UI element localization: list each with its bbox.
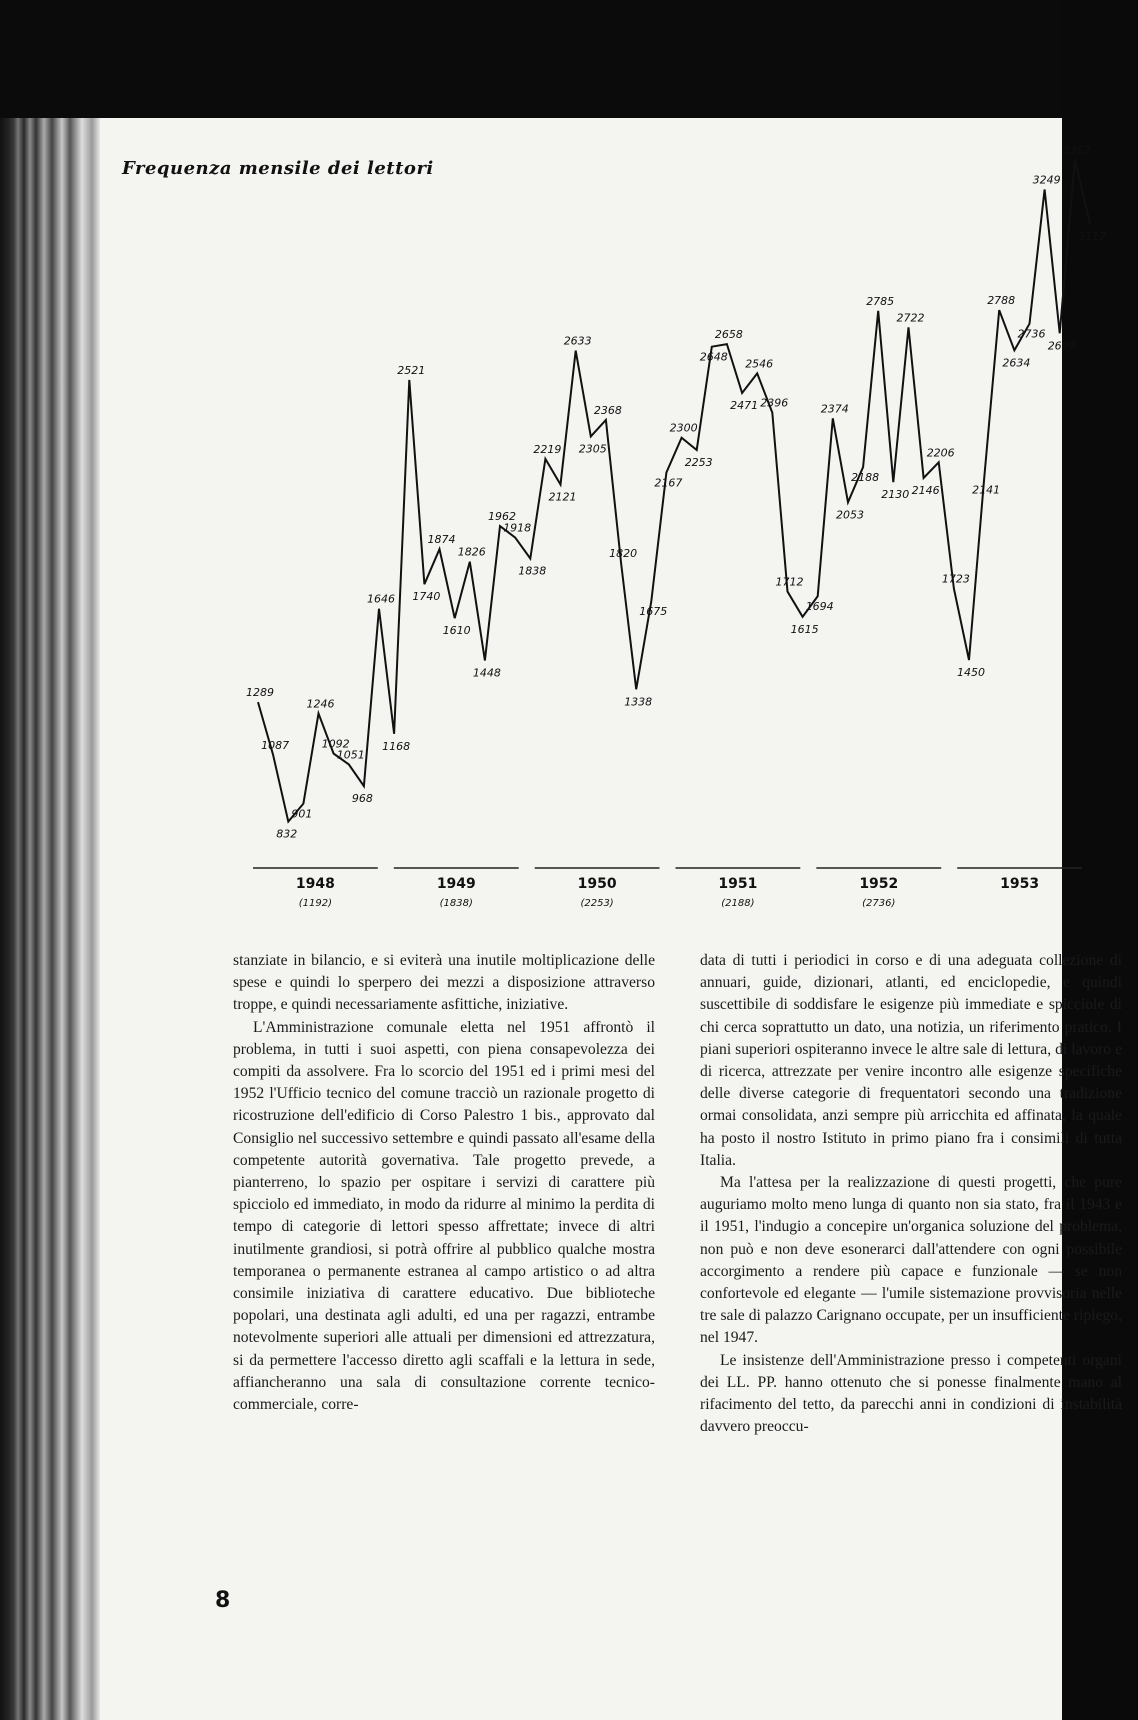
point-label: 2206 <box>926 446 955 460</box>
year-label: 1948 <box>295 876 335 892</box>
point-label: 2634 <box>1002 356 1031 370</box>
point-label: 2188 <box>851 471 880 484</box>
point-label: 2305 <box>578 442 607 456</box>
point-label: 1918 <box>503 521 532 535</box>
left-paragraph-2: L'Amministrazione comunale eletta nel 1951 affrontò il problema, in tutti i suoi aspetti, con piena consapevolezza dei compiti da assolvere. Fra lo scorcio del 1951 ed i primi mesi del 1952 l'Ufficio tecnico del comune tracciò un razionale progetto di ricostruzione dell'edificio di Corso Palestro 1 bis., approvato dal Consiglio nel successivo settembre e quindi passato all'esame della competente autorità governativa. Tale progetto prevede, a pianterreno, lo spazio per ospitare i servizi di carattere più spicciolo ed immediato, in modo da ridurre al minimo la perdita di tempo di categorie di lettori spesso affrettate; invece di altri inutilmente grandiosi, si potrà offrire al pubblico qualche mostra temporanea o permanente estranea al campo artistico o ad altra consimile iniziativa di carattere educativo. Due biblioteche popolari, una destinata agli adulti, ed una per ragazzi, entrambe notevolmente superiori alle attuali per dimensioni ed attrezzatura, si da permettere l'accesso diretto agli scaffali e la lettura in sede, affiancheranno una sala di consultazione corrente tecnico-commerciale, corre- <box>233 1018 655 1414</box>
point-label: 1712 <box>775 575 804 589</box>
point-label: 2374 <box>820 402 849 416</box>
point-label: 1615 <box>790 622 819 636</box>
year-average-label: (2188) <box>721 898 755 909</box>
point-label: 968 <box>351 792 373 806</box>
point-label: 1820 <box>609 547 638 561</box>
point-label: 2788 <box>987 294 1016 308</box>
page-number: 8 <box>215 1588 231 1613</box>
point-label: 1450 <box>957 666 985 679</box>
year-label: 1950 <box>577 876 617 892</box>
text-column-right <box>700 950 1122 1438</box>
text-column-left <box>233 950 655 1416</box>
right-paragraph-3: Le insistenze dell'Amministrazione presso i competenti organi dei LL. PP. hanno ottenuto che si ponesse finalmente mano al rifacimento del tetto, da parecchi anni in condizioni di instabilità davvero preoccu- <box>700 1351 1122 1436</box>
point-label: 1874 <box>427 533 456 547</box>
left-paragraph-1: stanziate in bilancio, e si eviterà una inutile moltiplicazione delle spese e quindi lo sperpero dei mezzi a disposizione attraverso troppe, e quindi necessariamente asfittiche, iniziative. <box>233 952 655 1014</box>
point-label: 2785 <box>866 294 895 308</box>
point-label: 1168 <box>382 739 411 753</box>
point-label: 2658 <box>714 328 743 342</box>
point-label: 2253 <box>684 456 713 469</box>
point-label: 2141 <box>972 483 1001 497</box>
point-label: 1246 <box>306 697 335 711</box>
point-label: 1826 <box>457 545 486 559</box>
year-label: 1949 <box>436 876 476 892</box>
right-paragraph-1: data di tutti i periodici in corso e di una adeguata collezione di annuari, guide, dizionari, atlanti, ed enciclopedie, e quindi suscettibile di soddisfare le esigenze più immediate e spicciole di chi cerca soprattutto un dato, una notizia, un riferimento pratico. I piani superiori ospiteranno invece le altre sale di lettura, di lavoro e di ricerca, attrezzate per venire incontro alle esigenze specifiche delle diverse categorie di frequentatori secondo una tradizione ormai consolidata, anzi sempre più arricchita ed affinata, la quale ha posto il nostro Istituto in primo piano fra i consimili di tutta Italia. <box>700 952 1122 1169</box>
year-average-label: (1192) <box>298 898 333 909</box>
series-line <box>258 160 1090 822</box>
point-label: 2053 <box>836 508 864 522</box>
point-label: 2648 <box>699 350 728 364</box>
point-label: 3362 <box>1062 143 1091 157</box>
year-label: 1952 <box>859 876 899 892</box>
point-label: 2396 <box>760 396 789 410</box>
point-label: 2368 <box>593 403 622 417</box>
point-label: 1448 <box>472 666 501 680</box>
point-label: 1740 <box>412 590 441 604</box>
year-label: 1953 <box>1000 876 1040 892</box>
point-label: 1051 <box>336 748 365 762</box>
year-label: 1951 <box>718 876 758 892</box>
point-label: 1646 <box>367 592 395 606</box>
year-average-label: (1838) <box>439 898 473 909</box>
point-label: 1675 <box>639 605 668 619</box>
point-label: 2146 <box>911 484 940 497</box>
point-label: 1838 <box>518 564 547 578</box>
point-label: 2121 <box>548 490 577 504</box>
point-label: 3249 <box>1032 173 1061 187</box>
point-label: 1338 <box>624 695 653 709</box>
point-label: 1087 <box>261 738 290 752</box>
point-label: 1962 <box>488 510 516 524</box>
point-label: 2300 <box>669 421 698 435</box>
point-label: 2633 <box>563 334 592 348</box>
year-average-label: (2253) <box>580 898 614 909</box>
point-label: 2219 <box>533 442 562 456</box>
point-label: 2722 <box>896 311 925 325</box>
point-label: 832 <box>276 827 298 841</box>
point-label: 1289 <box>246 686 274 700</box>
point-label: 1694 <box>805 600 834 614</box>
point-label: 2546 <box>745 357 774 371</box>
point-label: 1723 <box>941 572 970 586</box>
chart-title: Frequenza mensile dei lettori <box>122 158 434 179</box>
point-label: 2699 <box>1047 339 1076 353</box>
point-label: 2130 <box>881 488 910 502</box>
year-average-label: (2736) <box>862 898 896 909</box>
point-label: 2736 <box>1017 327 1046 341</box>
point-label: 1092 <box>321 737 350 751</box>
point-label: 901 <box>291 807 313 821</box>
point-label: 2167 <box>654 476 683 490</box>
point-label: 3117 <box>1078 230 1106 243</box>
point-label: 2521 <box>397 363 426 377</box>
right-paragraph-2: Ma l'attesa per la realizzazione di questi progetti, che pure auguriamo molto meno lunga di quanto non sia stato, fra il 1943 e il 1951, l'indugio a concepire un'organica soluzione del problema, non può e non deve esonerarci dall'attendere con ogni possibile accorgimento a rendere più capace e funzionale — se non confortevole ed elegante — l'umile sistemazione provvisoria nelle tre sale di palazzo Carignano occupate, per un insufficiente ripiego, nel 1947. <box>700 1174 1122 1347</box>
point-label: 1610 <box>442 624 471 638</box>
point-label: 2471 <box>730 399 759 412</box>
